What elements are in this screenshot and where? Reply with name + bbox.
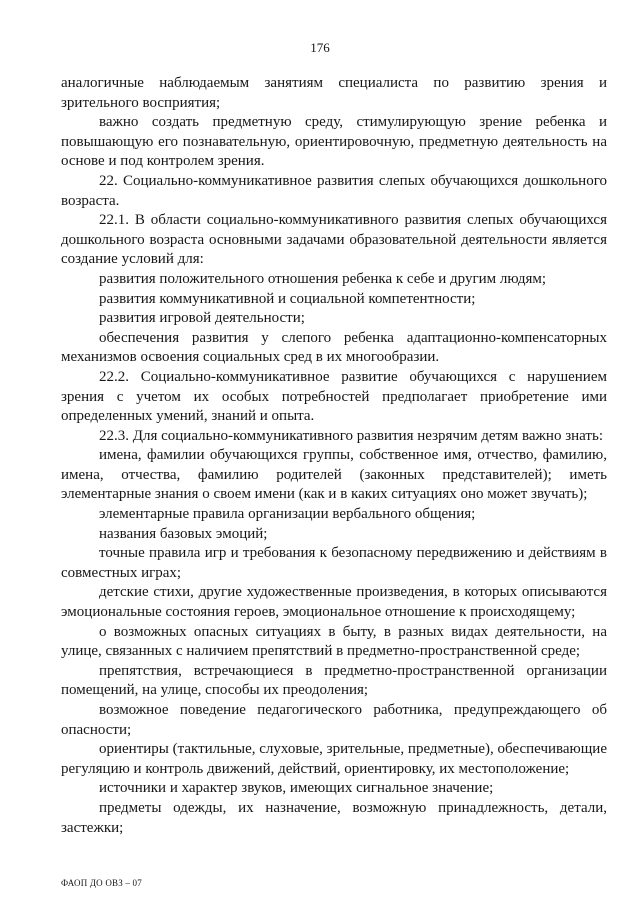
list-item: детские стихи, другие художественные произведения, в которых описываются эмоциональные состояния героев, эмоциональное отношение к происходящему; [61,584,607,621]
paragraph: важно создать предметную среду, стимулирующую зрение ребенка и повышающую его познавательную, ориентировочную, предметную деятельность на основе и под контролем зрения. [61,114,607,170]
list-item: развития коммуникативной и социальной компетентности; [99,290,476,307]
list-item: препятствия, встречающиеся в предметно-пространственной организации помещений, на улице, способы их преодоления; [61,662,607,699]
list-item: точные правила игр и требования к безопасному передвижению и действиям в совместных играх; [61,545,607,581]
paragraph: аналогичные наблюдаемым занятиям специалиста по развитию зрения и зрительного восприятия; [61,75,607,111]
section-heading: 22. Социально-коммуникативное развития слепых обучающихся дошкольного возраста. [61,172,607,209]
list-item: предметы одежды, их назначение, возможную принадлежность, детали, застежки; [61,799,607,836]
list-item: развития игровой деятельности; [99,310,305,327]
list-item: развития положительного отношения ребенка к себе и другим людям; [99,270,547,287]
list-item: возможное поведение педагогического работника, предупреждающего об опасности; [61,702,607,738]
paragraph: 22.3. Для социально-коммуникативного развития незрячим детям важно знать: [99,427,603,444]
list-item: источники и характер звуков, имеющих сигнальное значение; [99,780,494,797]
list-item: названия базовых эмоций; [99,525,268,542]
list-item: ориентиры (тактильные, слуховые, зрительные, предметные), обеспечивающие регуляцию и контроль движений, действий, ориентировку, их местоположение; [61,741,607,777]
list-item: имена, фамилии обучающихся группы, собственное имя, отчество, фамилию, имена, отчества, фамилию родителей (законных представителей); иметь элементарные знания о своем имени (как и в каких ситуациях оно может звучать); [61,447,607,503]
page-number: 176 [310,40,330,55]
list-item: обеспечения развития у слепого ребенка адаптационно-компенсаторных механизмов освоения социальных сред в их многообразии. [61,329,607,366]
list-item: элементарные правила организации вербального общения; [99,506,476,523]
paragraph: 22.1. В области социально-коммуникативного развития слепых обучающихся дошкольного возраста основными задачами образовательной деятельности является создание условий для: [61,212,607,268]
paragraph: 22.2. Социально-коммуникативное развитие обучающихся с нарушением зрения с учетом их особых потребностей предполагает приобретение ими определенных умений, знаний и опыта. [61,368,607,425]
list-item: о возможных опасных ситуациях в быту, в разных видах деятельности, на улице, связанных с наличием препятствий в предметно-пространственной среде; [61,623,607,660]
document-footer: ФАОП ДО ОВЗ – 07 [61,878,142,888]
document-body [61,74,607,838]
